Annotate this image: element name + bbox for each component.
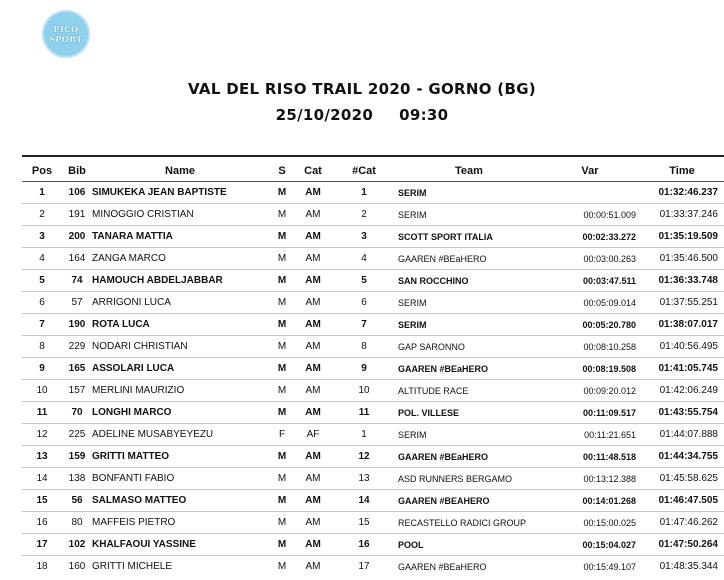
race-title: VAL DEL RISO TRAIL 2020 - GORNO (BG) — [188, 80, 536, 98]
cell-cat-rank: 14 — [330, 490, 398, 512]
header-divider — [22, 155, 724, 157]
cell-team: SERIM — [398, 424, 540, 446]
table-row — [22, 380, 724, 402]
cell-time: 01:46:47.505 — [640, 490, 724, 512]
cell-name: LONGHI MARCO — [92, 402, 268, 424]
cell-team: ALTITUDE RACE — [398, 380, 540, 402]
cell-cat: AM — [296, 226, 330, 248]
cell-var: 00:03:00.263 — [540, 248, 640, 270]
cell-team: ASD RUNNERS BERGAMO — [398, 468, 540, 490]
race-date: 25/10/2020 — [275, 106, 374, 124]
cell-cat-rank: 2 — [330, 204, 398, 226]
cell-sex: M — [268, 534, 296, 556]
cell-name: MERLINI MAURIZIO — [92, 380, 268, 402]
cell-var: 00:09:20.012 — [540, 380, 640, 402]
table-row — [22, 204, 724, 226]
cell-cat-rank: 7 — [330, 314, 398, 336]
cell-sex: M — [268, 446, 296, 468]
col-cat: Cat — [304, 165, 322, 177]
cell-var: 00:02:33.272 — [540, 226, 640, 248]
table-row — [22, 512, 724, 534]
cell-name: MAFFEIS PIETRO — [92, 512, 268, 534]
cell-time: 01:44:07.888 — [640, 424, 724, 446]
cell-var: 00:00:51.009 — [540, 204, 640, 226]
cell-bib: 157 — [62, 380, 92, 402]
cell-sex: M — [268, 226, 296, 248]
cell-sex: M — [268, 292, 296, 314]
cell-cat: AM — [296, 534, 330, 556]
cell-sex: F — [268, 424, 296, 446]
cell-bib: 225 — [62, 424, 92, 446]
cell-name: KHALFAOUI YASSINE — [92, 534, 268, 556]
table-row — [22, 468, 724, 490]
cell-cat-rank: 3 — [330, 226, 398, 248]
cell-name: SIMUKEKA JEAN BAPTISTE — [92, 182, 268, 204]
cell-bib: 200 — [62, 226, 92, 248]
cell-cat: AM — [296, 358, 330, 380]
cell-var: 00:15:00.025 — [540, 512, 640, 534]
cell-cat-rank: 16 — [330, 534, 398, 556]
cell-pos: 17 — [22, 534, 62, 556]
cell-name: NODARI CHRISTIAN — [92, 336, 268, 358]
cell-bib: 160 — [62, 556, 92, 578]
cell-team: SERIM — [398, 182, 540, 204]
cell-team: GAAREN #BEaHERO — [398, 556, 540, 578]
cell-sex: M — [268, 248, 296, 270]
cell-pos: 6 — [22, 292, 62, 314]
cell-cat-rank: 6 — [330, 292, 398, 314]
cell-pos: 8 — [22, 336, 62, 358]
cell-pos: 10 — [22, 380, 62, 402]
cell-bib: 190 — [62, 314, 92, 336]
table-row — [22, 402, 724, 424]
cell-cat: AM — [296, 336, 330, 358]
cell-pos: 5 — [22, 270, 62, 292]
table-header-row — [22, 161, 724, 182]
cell-team: SERIM — [398, 314, 540, 336]
col-name: Name — [165, 165, 195, 177]
cell-time: 01:38:07.017 — [640, 314, 724, 336]
table-row — [22, 358, 724, 380]
cell-cat: AM — [296, 314, 330, 336]
col-pos: Pos — [31, 165, 53, 177]
cell-team: GAAREN #BEaHERO — [398, 248, 540, 270]
cell-name: GRITTI MICHELE — [92, 556, 268, 578]
cell-sex: M — [268, 314, 296, 336]
cell-cat: AM — [296, 182, 330, 204]
cell-team: GAAREN #BEaHERO — [398, 358, 540, 380]
cell-sex: M — [268, 204, 296, 226]
cell-pos: 1 — [22, 182, 62, 204]
logo-line-1: PICO — [53, 24, 79, 34]
cell-time: 01:36:33.748 — [640, 270, 724, 292]
cell-cat-rank: 5 — [330, 270, 398, 292]
cell-time: 01:32:46.237 — [640, 182, 724, 204]
cell-cat: AF — [296, 424, 330, 446]
cell-sex: M — [268, 402, 296, 424]
cell-team: GAP SARONNO — [398, 336, 540, 358]
cell-team: POOL — [398, 534, 540, 556]
col-time: Time — [669, 165, 695, 177]
table-row — [22, 270, 724, 292]
race-datetime — [0, 106, 724, 124]
cell-sex: M — [268, 490, 296, 512]
col-cat-rank: #Cat — [352, 165, 376, 177]
cell-team: SCOTT SPORT ITALIA — [398, 226, 540, 248]
cell-bib: 102 — [62, 534, 92, 556]
table-row — [22, 556, 724, 578]
cell-time: 01:40:56.495 — [640, 336, 724, 358]
table-row — [22, 182, 724, 204]
cell-bib: 159 — [62, 446, 92, 468]
logo-line-2: SPORT — [49, 34, 83, 44]
cell-pos: 3 — [22, 226, 62, 248]
cell-sex: M — [268, 556, 296, 578]
cell-cat-rank: 8 — [330, 336, 398, 358]
cell-name: GRITTI MATTEO — [92, 446, 268, 468]
table-row — [22, 424, 724, 446]
cell-var: 00:11:48.518 — [540, 446, 640, 468]
cell-team: GAAREN #BEaHERO — [398, 446, 540, 468]
cell-time: 01:45:58.625 — [640, 468, 724, 490]
table-row — [22, 292, 724, 314]
cell-cat: AM — [296, 402, 330, 424]
cell-time: 01:47:46.262 — [640, 512, 724, 534]
cell-name: ASSOLARI LUCA — [92, 358, 268, 380]
cell-var: 00:08:10.258 — [540, 336, 640, 358]
table-row — [22, 248, 724, 270]
cell-cat-rank: 1 — [330, 182, 398, 204]
cell-sex: M — [268, 182, 296, 204]
cell-pos: 9 — [22, 358, 62, 380]
cell-cat-rank: 17 — [330, 556, 398, 578]
cell-bib: 191 — [62, 204, 92, 226]
cell-cat: AM — [296, 468, 330, 490]
cell-bib: 229 — [62, 336, 92, 358]
results-table — [22, 161, 724, 577]
cell-cat: AM — [296, 204, 330, 226]
cell-bib: 74 — [62, 270, 92, 292]
cell-team: SERIM — [398, 204, 540, 226]
table-row — [22, 446, 724, 468]
cell-time: 01:43:55.754 — [640, 402, 724, 424]
cell-var: 00:11:09.517 — [540, 402, 640, 424]
cell-cat: AM — [296, 270, 330, 292]
cell-team: RECASTELLO RADICI GROUP — [398, 512, 540, 534]
cell-cat: AM — [296, 556, 330, 578]
cell-cat: AM — [296, 446, 330, 468]
cell-var: 00:08:19.508 — [540, 358, 640, 380]
cell-team: SAN ROCCHINO — [398, 270, 540, 292]
cell-cat-rank: 13 — [330, 468, 398, 490]
table-row — [22, 534, 724, 556]
table-row — [22, 490, 724, 512]
cell-cat-rank: 9 — [330, 358, 398, 380]
cell-name: ZANGA MARCO — [92, 248, 268, 270]
cell-cat: AM — [296, 512, 330, 534]
cell-cat: AM — [296, 380, 330, 402]
col-sex: S — [278, 165, 286, 177]
cell-sex: M — [268, 380, 296, 402]
cell-pos: 4 — [22, 248, 62, 270]
col-bib: Bib — [68, 165, 86, 177]
cell-sex: M — [268, 358, 296, 380]
table-row — [22, 314, 724, 336]
cell-name: ARRIGONI LUCA — [92, 292, 268, 314]
cell-name: ADELINE MUSABYEYEZU — [92, 424, 268, 446]
cell-cat-rank: 12 — [330, 446, 398, 468]
cell-pos: 13 — [22, 446, 62, 468]
cell-var: 00:11:21.651 — [540, 424, 640, 446]
cell-var — [540, 182, 640, 204]
cell-pos: 12 — [22, 424, 62, 446]
cell-sex: M — [268, 468, 296, 490]
cell-cat-rank: 1 — [330, 424, 398, 446]
cell-time: 01:44:34.755 — [640, 446, 724, 468]
cell-var: 00:13:12.388 — [540, 468, 640, 490]
cell-time: 01:47:50.264 — [640, 534, 724, 556]
cell-sex: M — [268, 270, 296, 292]
cell-bib: 56 — [62, 490, 92, 512]
cell-bib: 80 — [62, 512, 92, 534]
cell-bib: 106 — [62, 182, 92, 204]
cell-pos: 16 — [22, 512, 62, 534]
cell-time: 01:37:55.251 — [640, 292, 724, 314]
cell-var: 00:03:47.511 — [540, 270, 640, 292]
cell-name: TANARA MATTIA — [92, 226, 268, 248]
cell-pos: 18 — [22, 556, 62, 578]
cell-pos: 14 — [22, 468, 62, 490]
cell-time: 01:42:06.249 — [640, 380, 724, 402]
cell-team: SERIM — [398, 292, 540, 314]
cell-cat: AM — [296, 490, 330, 512]
cell-time: 01:41:05.745 — [640, 358, 724, 380]
pico-sport-logo — [42, 10, 90, 58]
cell-bib: 57 — [62, 292, 92, 314]
cell-time: 01:48:35.344 — [640, 556, 724, 578]
cell-sex: M — [268, 512, 296, 534]
table-row — [22, 336, 724, 358]
cell-name: BONFANTI FABIO — [92, 468, 268, 490]
cell-team: POL. VILLESE — [398, 402, 540, 424]
cell-pos: 15 — [22, 490, 62, 512]
cell-bib: 165 — [62, 358, 92, 380]
cell-cat: AM — [296, 292, 330, 314]
cell-sex: M — [268, 336, 296, 358]
cell-cat-rank: 11 — [330, 402, 398, 424]
race-start-time: 09:30 — [399, 106, 449, 124]
cell-name: ROTA LUCA — [92, 314, 268, 336]
cell-time: 01:35:19.509 — [640, 226, 724, 248]
cell-var: 00:15:49.107 — [540, 556, 640, 578]
cell-cat-rank: 10 — [330, 380, 398, 402]
cell-cat: AM — [296, 248, 330, 270]
cell-bib: 70 — [62, 402, 92, 424]
cell-name: MINOGGIO CRISTIAN — [92, 204, 268, 226]
cell-time: 01:33:37.246 — [640, 204, 724, 226]
cell-pos: 7 — [22, 314, 62, 336]
cell-pos: 11 — [22, 402, 62, 424]
col-team: Team — [455, 165, 483, 177]
cell-var: 00:14:01.268 — [540, 490, 640, 512]
cell-var: 00:05:20.780 — [540, 314, 640, 336]
cell-var: 00:15:04.027 — [540, 534, 640, 556]
cell-cat-rank: 4 — [330, 248, 398, 270]
cell-bib: 164 — [62, 248, 92, 270]
cell-cat-rank: 15 — [330, 512, 398, 534]
table-row — [22, 226, 724, 248]
cell-bib: 138 — [62, 468, 92, 490]
col-var: Var — [581, 165, 599, 177]
cell-name: SALMASO MATTEO — [92, 490, 268, 512]
cell-name: HAMOUCH ABDELJABBAR — [92, 270, 268, 292]
cell-team: GAAREN #BEAHERO — [398, 490, 540, 512]
cell-pos: 2 — [22, 204, 62, 226]
cell-time: 01:35:46.500 — [640, 248, 724, 270]
cell-var: 00:05:09.014 — [540, 292, 640, 314]
